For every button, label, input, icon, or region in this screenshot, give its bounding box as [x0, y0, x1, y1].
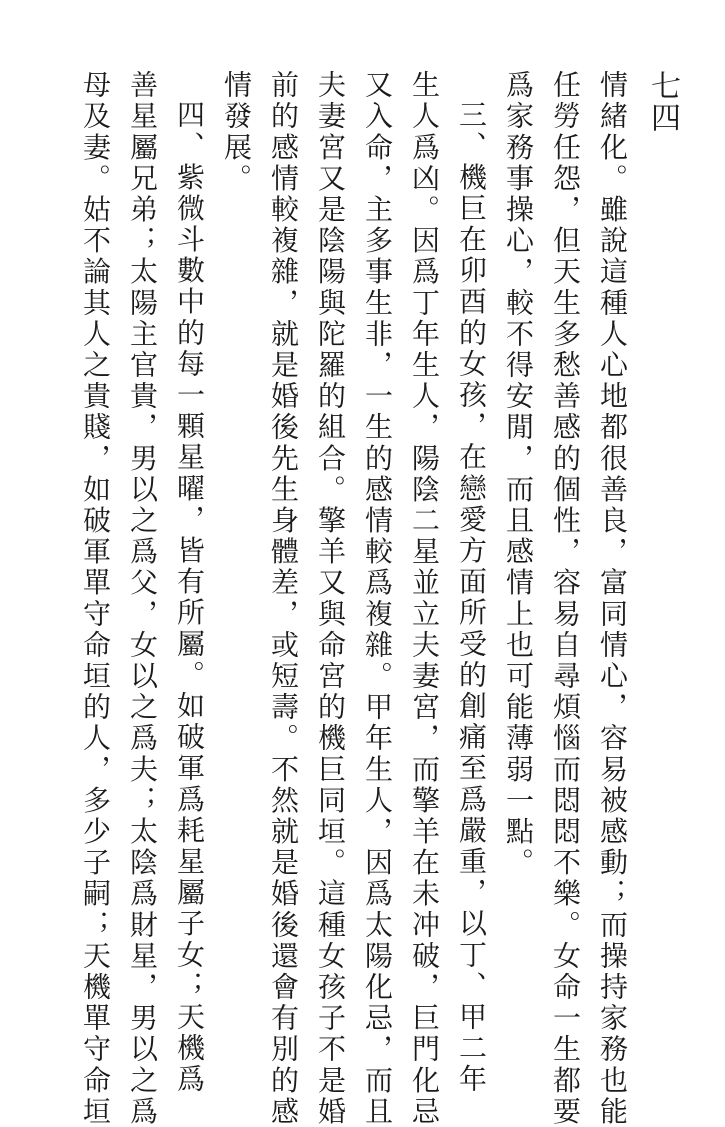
text-column-6: 又入命，主多事生非，一生的感情較爲複雜。甲年生人，因爲太陽化忌，而且 [361, 70, 394, 1127]
text-column-12: 母及妻。姑不論其人之貴賤，如破軍單守命垣的人，多少子嗣；天機單守命垣 [79, 70, 112, 1127]
text-column-11: 善星屬兄弟；太陽主官貴，男以之爲父，女以之爲夫；太陰爲財星，男以之爲 [126, 70, 159, 1127]
page-number: 七四 [645, 70, 680, 134]
text-column-1: 情緒化。雖說這種人心地都很善良，富同情心，容易被感動；而操持家務也能 [596, 70, 629, 1127]
text-column-8: 前的感情較複雜，就是婚後先生身體差，或短壽。不然就是婚後還會有別的感 [267, 70, 300, 1127]
text-column-7: 夫妻宮又是陰陽與陀羅的組合。擎羊又與命宮的機巨同垣。這種女孩子不是婚 [314, 70, 347, 1127]
text-column-10: 四、紫微斗數中的每一顆星曜，皆有所屬。如破軍爲耗星屬子女；天機爲 [173, 100, 206, 1096]
text-column-5: 生人爲凶。因爲丁年生人，陽陰二星並立夫妻宮，而擎羊在未冲破，巨門化忌 [408, 70, 441, 1127]
text-column-4: 三、機巨在卯酉的女孩，在戀愛方面所受的創痛至爲嚴重，以丁、甲二年 [455, 100, 488, 1096]
text-column-3: 爲家務事操心，較不得安閒，而且感情上也可能薄弱一點。 [502, 70, 535, 879]
text-column-9: 情發展。 [220, 70, 253, 195]
text-column-2: 任勞任怨，但天生多愁善感的個性，容易自尋煩惱而悶悶不樂。女命一生都要 [549, 70, 582, 1127]
